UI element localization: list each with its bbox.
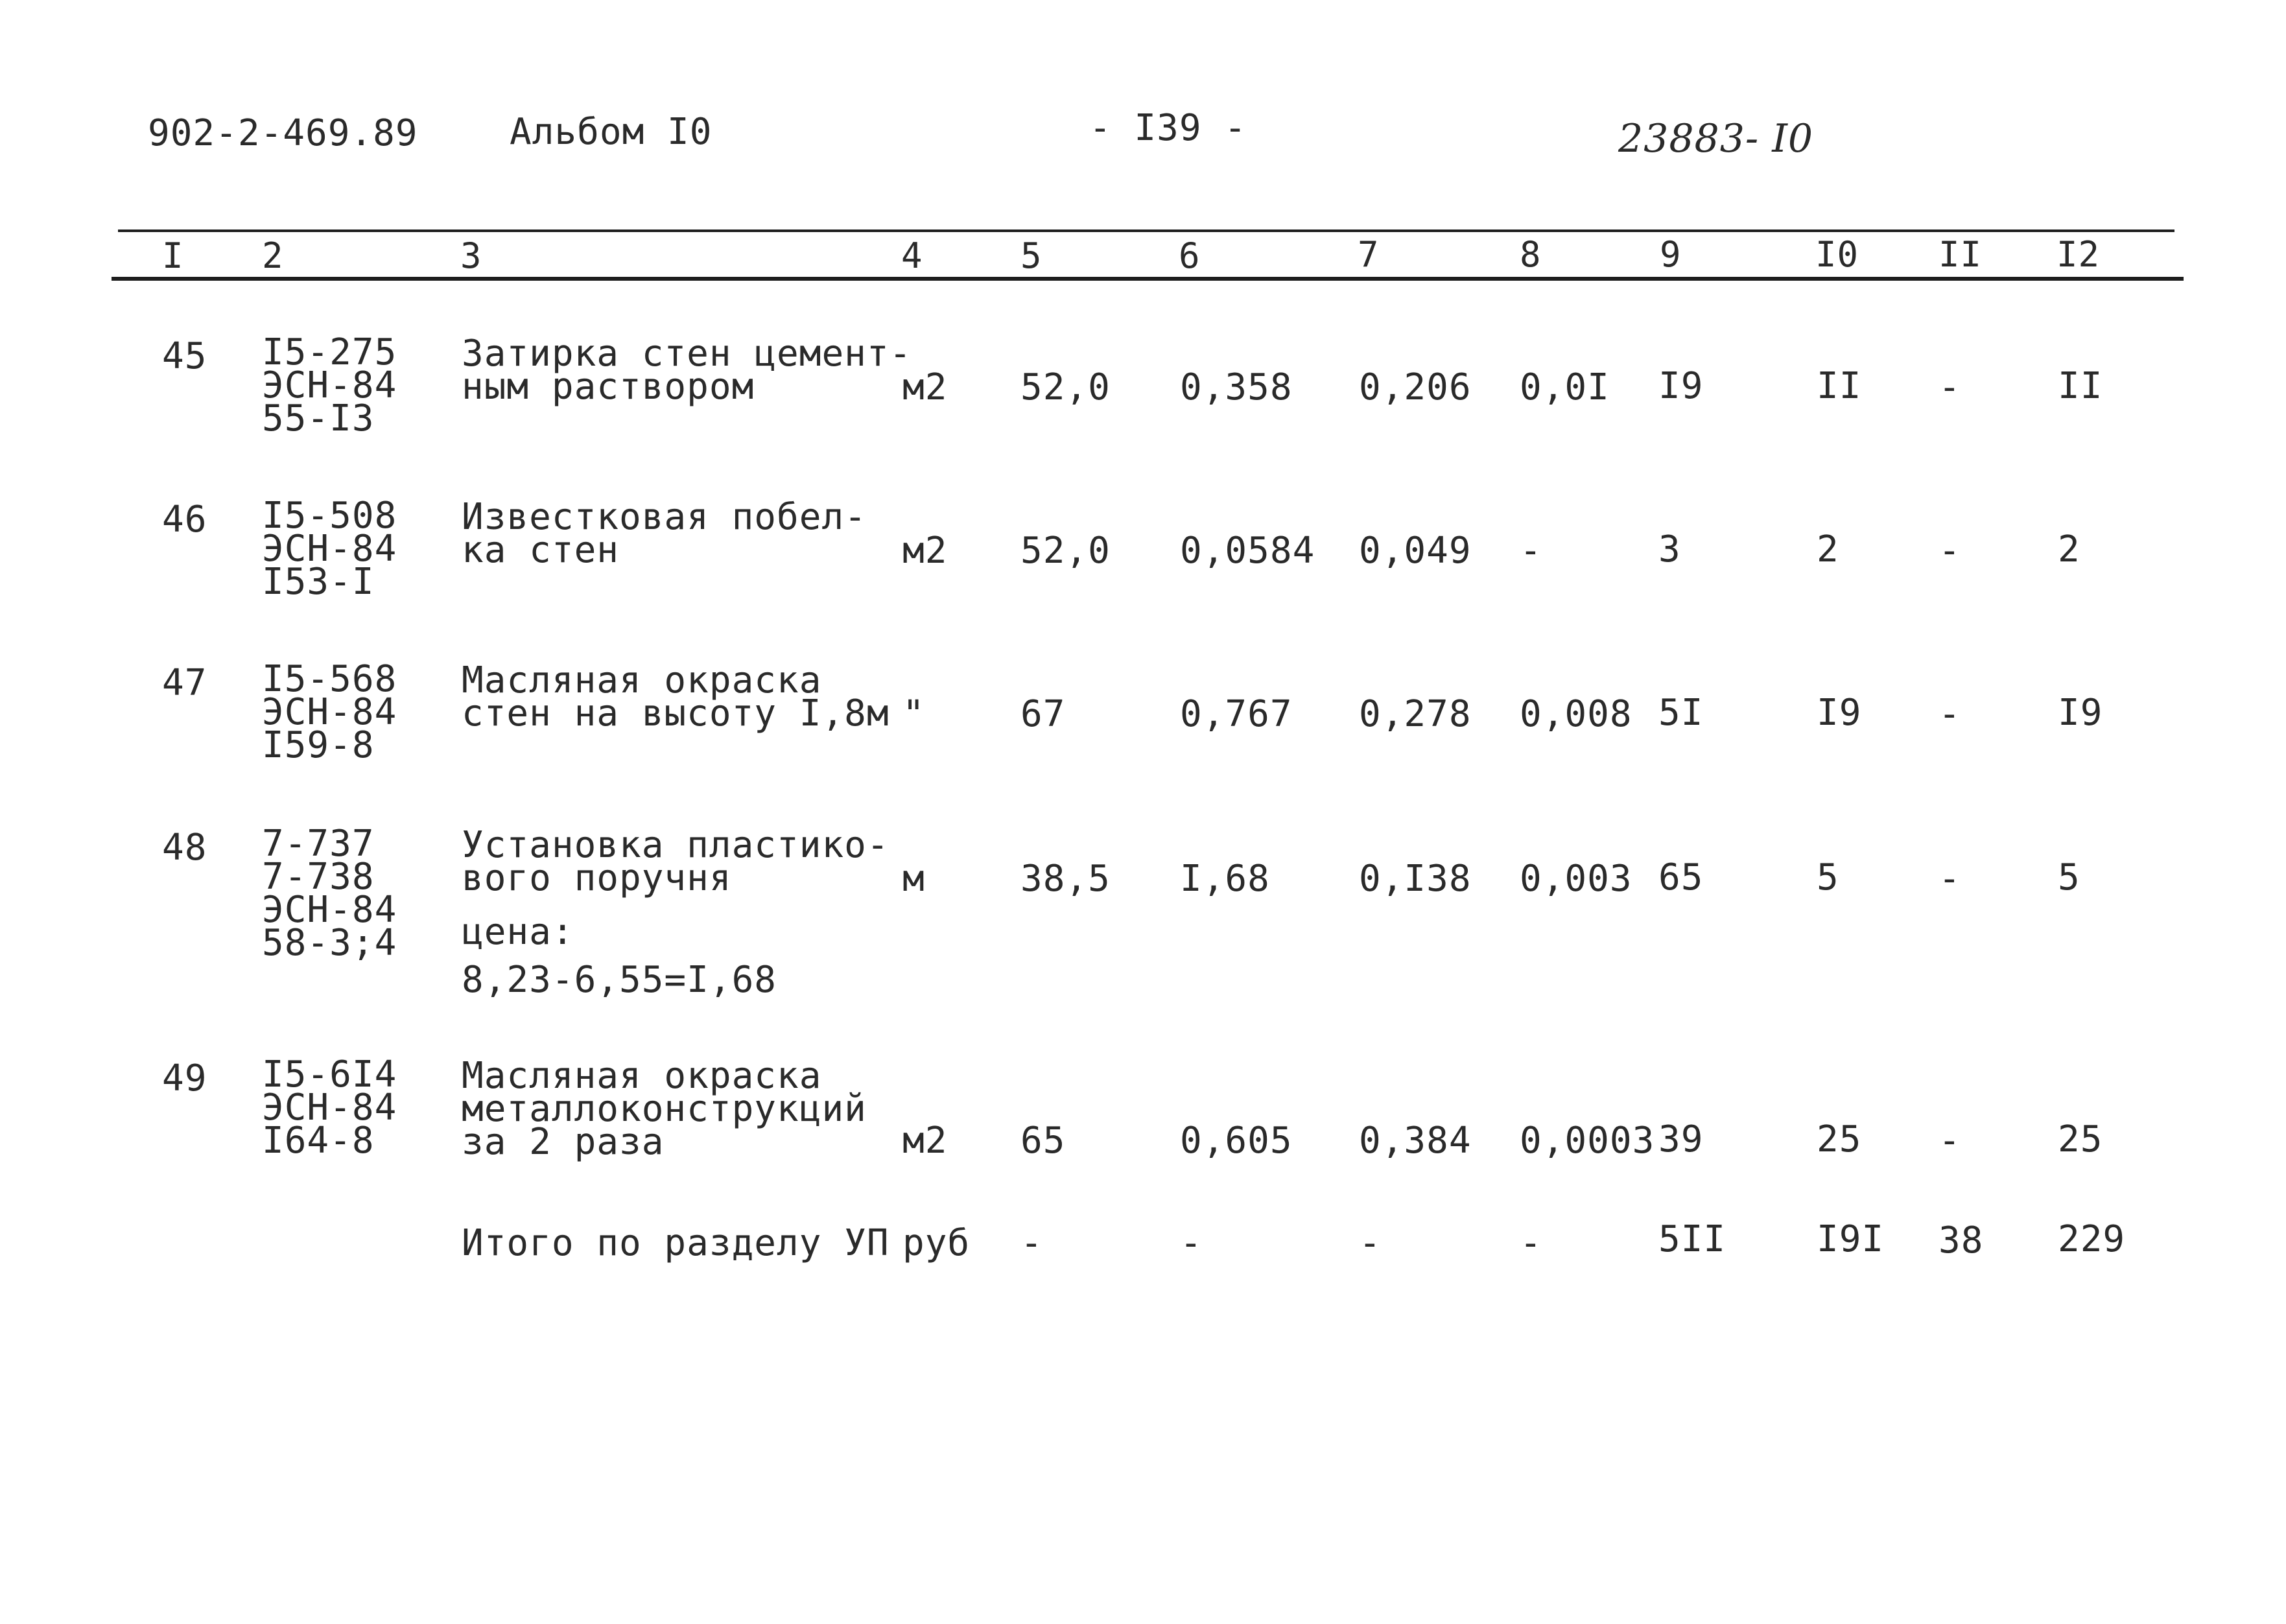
total-col8: - <box>1520 1222 1542 1264</box>
row-col10: 5 <box>1817 856 1839 899</box>
row-col11: - <box>1938 693 1961 735</box>
row-code <box>262 331 397 440</box>
row-unit: м2 <box>902 366 948 408</box>
row-col7: 0,206 <box>1359 366 1472 408</box>
row-col9: I9 <box>1658 365 1704 407</box>
row-col11: - <box>1938 858 1961 900</box>
col-header-7: 7 <box>1358 234 1380 275</box>
col-header-9: 9 <box>1660 234 1682 275</box>
row-col6: 0,767 <box>1180 693 1293 735</box>
row-col5: 65 <box>1020 1120 1066 1162</box>
inventory-number: 23883- I0 <box>1618 116 1814 161</box>
row-col10: I9 <box>1817 692 1862 734</box>
document-code: 902-2-469.89 <box>148 112 418 154</box>
col-header-1: I <box>162 235 184 276</box>
row-col8: 0,0I <box>1520 366 1610 408</box>
row-number: 46 <box>162 499 207 541</box>
row-unit: " <box>902 693 925 735</box>
row-col6: 0,358 <box>1180 366 1293 408</box>
row-code <box>262 1053 397 1162</box>
code-line: ЭСН-84 <box>262 691 397 733</box>
row-col7: 0,049 <box>1359 530 1472 572</box>
code-line: ЭСН-84 <box>262 528 397 570</box>
row-col8: - <box>1520 530 1542 572</box>
col-header-8: 8 <box>1520 234 1542 275</box>
row-col6: 0,0584 <box>1180 530 1315 572</box>
row-col9: 39 <box>1658 1118 1704 1160</box>
total-col9: 5II <box>1658 1218 1726 1260</box>
row-description <box>462 496 867 571</box>
col-header-4: 4 <box>901 235 923 276</box>
row-col8: 0,008 <box>1520 693 1632 735</box>
code-line: ЭСН-84 <box>262 889 397 931</box>
col-header-12: I2 <box>2056 234 2101 275</box>
row-code <box>262 658 397 766</box>
row-col6: I,68 <box>1180 858 1270 900</box>
row-col10: 2 <box>1817 528 1839 571</box>
col-header-2: 2 <box>262 235 284 276</box>
table-header-rule <box>112 277 2184 281</box>
code-line: I59-8 <box>262 724 375 766</box>
code-line: I64-8 <box>262 1120 375 1162</box>
album-label: Альбом I0 <box>510 111 713 153</box>
row-unit: м <box>902 858 925 900</box>
row-unit: м2 <box>902 1120 948 1162</box>
description-line: вого поручня <box>462 857 732 899</box>
row-col12: I9 <box>2058 692 2103 734</box>
row-col5: 52,0 <box>1020 530 1111 572</box>
row-col8: 0,003 <box>1520 858 1632 900</box>
row-col12: 25 <box>2058 1118 2103 1160</box>
row-description <box>462 333 912 408</box>
code-line: ЭСН-84 <box>262 364 397 406</box>
description-line: ка стен <box>462 529 620 571</box>
code-line: 58-3;4 <box>262 922 397 964</box>
code-line: I5-568 <box>262 658 397 700</box>
description-line: Известковая побел- <box>462 496 867 538</box>
price-label: цена: <box>462 911 574 953</box>
row-description <box>462 659 890 735</box>
row-col9: 65 <box>1658 856 1704 899</box>
code-line: 7-738 <box>262 856 375 898</box>
price-calculation: 8,23-6,55=I,68 <box>462 959 777 1001</box>
description-line: ным раствором <box>462 366 755 408</box>
row-col11: - <box>1938 1120 1961 1162</box>
col-header-11: II <box>1938 234 1983 275</box>
code-line: I5-275 <box>262 331 397 373</box>
code-line: ЭСН-84 <box>262 1087 397 1129</box>
total-col6: - <box>1180 1222 1203 1264</box>
total-label: Итого по разделу УП <box>462 1222 890 1264</box>
row-number: 47 <box>162 662 207 704</box>
code-line: 7-737 <box>262 823 375 865</box>
total-col10: I9I <box>1817 1218 1885 1260</box>
total-col12: 229 <box>2058 1218 2126 1260</box>
description-line: за 2 раза <box>462 1121 665 1163</box>
row-number: 45 <box>162 335 207 377</box>
row-col5: 38,5 <box>1020 858 1111 900</box>
row-col11: - <box>1938 366 1961 408</box>
row-col10: 25 <box>1817 1118 1862 1160</box>
total-col7: - <box>1359 1222 1382 1264</box>
row-col12: 2 <box>2058 528 2080 571</box>
row-col9: 3 <box>1658 528 1681 571</box>
row-col5: 67 <box>1020 693 1066 735</box>
row-col8: 0,0003 <box>1520 1120 1655 1162</box>
row-col7: 0,I38 <box>1359 858 1472 900</box>
col-header-3: 3 <box>460 235 482 276</box>
page-number: - I39 - <box>1089 107 1247 149</box>
row-col7: 0,384 <box>1359 1120 1472 1162</box>
description-line: Масляная окраска <box>462 659 822 701</box>
row-code <box>262 823 397 964</box>
code-line: I5-6I4 <box>262 1053 397 1096</box>
description-line: Установка пластико- <box>462 824 890 866</box>
row-col12: II <box>2058 365 2103 407</box>
col-header-6: 6 <box>1179 235 1201 276</box>
code-line: I5-508 <box>262 495 397 537</box>
row-col9: 5I <box>1658 692 1704 734</box>
description-line: Масляная окраска <box>462 1055 822 1097</box>
col-header-5: 5 <box>1020 235 1043 276</box>
row-number: 48 <box>162 827 207 869</box>
row-col11: - <box>1938 530 1961 572</box>
row-code <box>262 495 397 603</box>
row-col7: 0,278 <box>1359 693 1472 735</box>
row-description <box>462 1055 867 1163</box>
row-number: 49 <box>162 1057 207 1100</box>
row-col12: 5 <box>2058 856 2080 899</box>
row-description <box>462 824 890 899</box>
row-col10: II <box>1817 365 1862 407</box>
total-col11: 38 <box>1938 1219 1984 1262</box>
code-line: 55-I3 <box>262 397 375 440</box>
description-line: Затирка стен цемент- <box>462 333 912 375</box>
total-unit: руб <box>902 1222 971 1264</box>
description-line: металлоконструкций <box>462 1088 867 1130</box>
code-line: I53-I <box>262 561 375 603</box>
total-col5: - <box>1020 1222 1043 1264</box>
row-unit: м2 <box>902 530 948 572</box>
row-col6: 0,605 <box>1180 1120 1293 1162</box>
table-top-rule <box>118 229 2174 232</box>
col-header-10: I0 <box>1815 234 1859 275</box>
row-col5: 52,0 <box>1020 366 1111 408</box>
description-line: стен на высоту I,8м <box>462 692 890 735</box>
